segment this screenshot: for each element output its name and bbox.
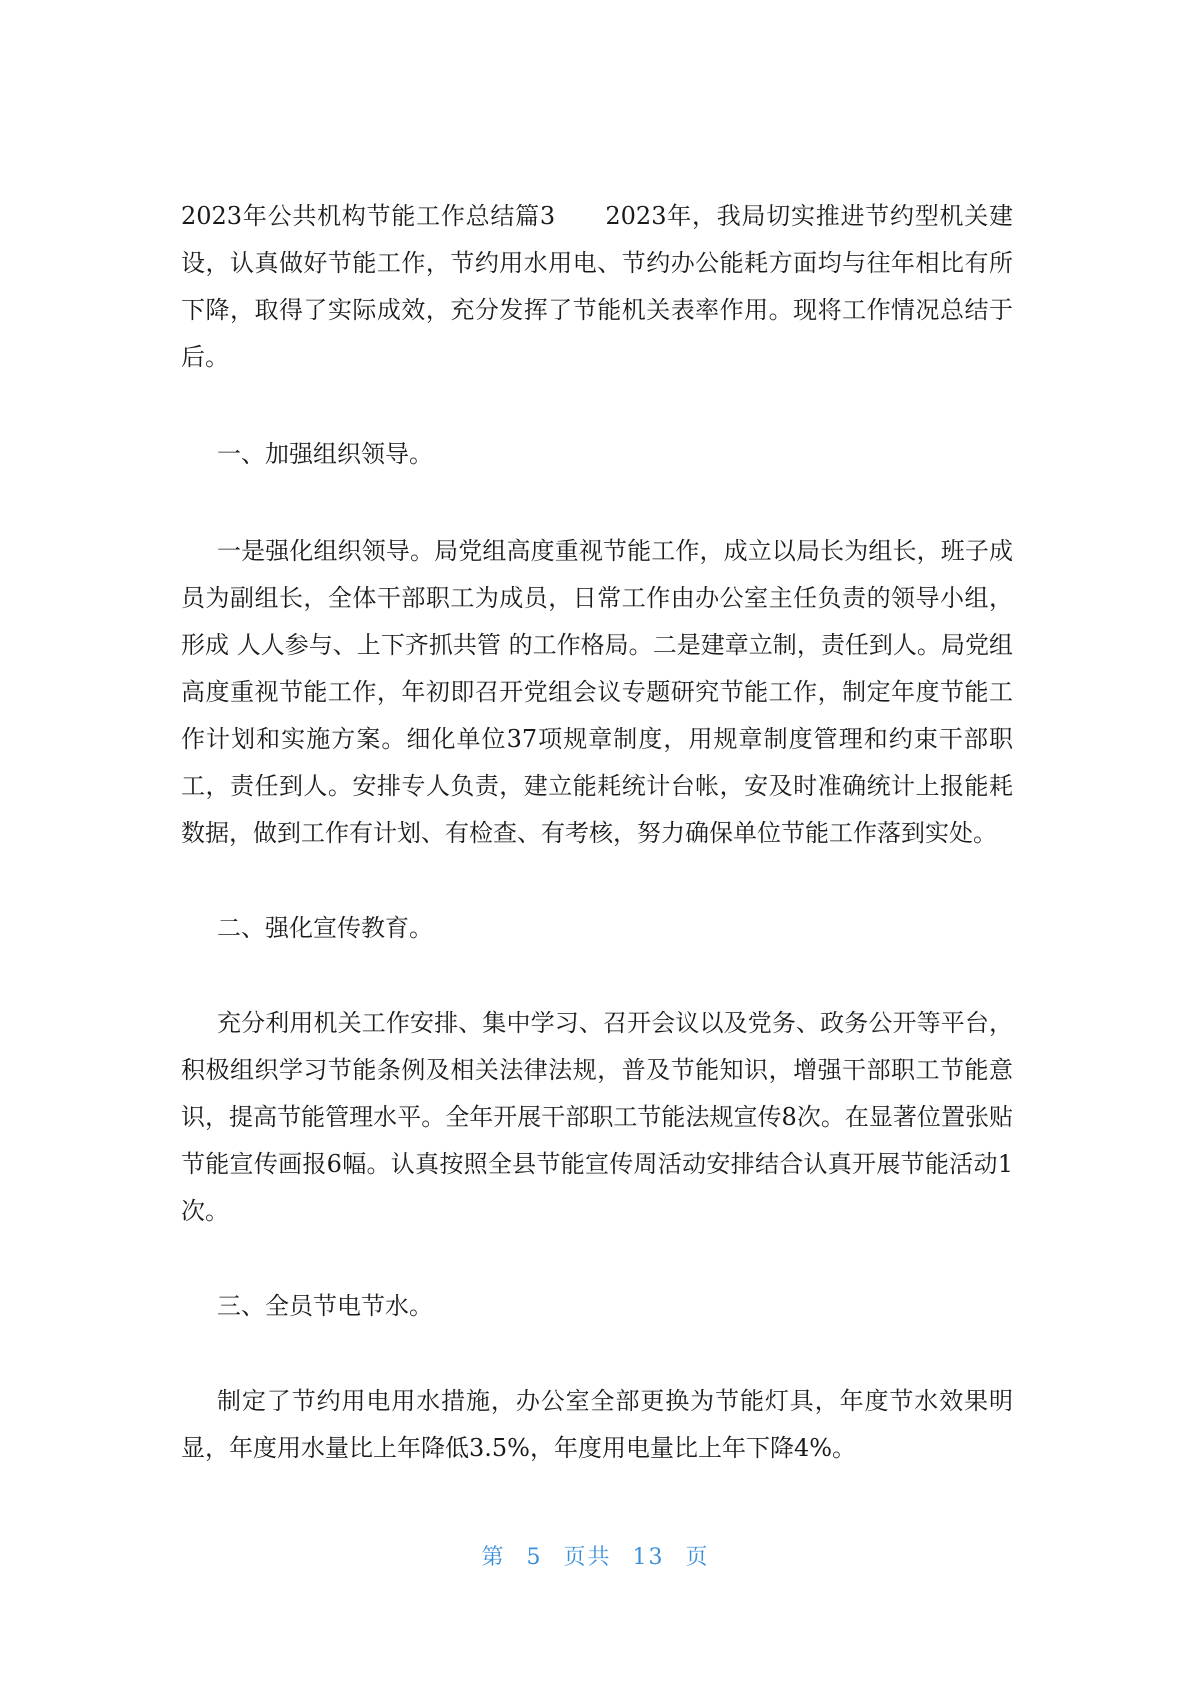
page-number-footer: [0, 1540, 1191, 1571]
footer-prefix: 第: [481, 1545, 506, 1570]
spacer: [181, 478, 1013, 528]
spacer: [181, 952, 1013, 1000]
footer-middle: 页共: [563, 1545, 612, 1570]
spacer: [181, 857, 1013, 905]
section-body-1: 一是强化组织领导。局党组高度重视节能工作，成立以局长为组长，班子成员为副组长，全体干部职工为成员，日常工作由办公室主任负责的领导小组，形成 人人参与、上下齐抓共管 的工作格局。二是建章立制，责任到人。局党组高度重视节能工作，年初即召开党组会议专题研究节能工作，制定年度节能工作计划和实施方案。细化单位37项规章制度，用规章制度管理和约束干部职工，责任到人。安排专人负责，建立能耗统计台帐，安及时准确统计上报能耗数据，做到工作有计划、有检查、有考核，努力确保单位节能工作落到实处。: [181, 537, 1013, 847]
section-heading-2: 二、强化宣传教育。: [217, 914, 433, 942]
section-body-3: 制定了节约用电用水措施，办公室全部更换为节能灯具，年度节水效果明显，年度用水量比上年降低3.5%，年度用电量比上年下降4%。: [181, 1387, 1013, 1462]
footer-suffix: 页: [685, 1545, 710, 1570]
section-body-2: 充分利用机关工作安排、集中学习、召开会议以及党务、政务公开等平台，积极组织学习节能条例及相关法律法规，普及节能知识，增强干部职工节能意识，提高节能管理水平。全年开展干部职工节能法规宣传8次。在显著位置张贴节能宣传画报6幅。认真按照全县节能宣传周活动安排结合认真开展节能活动1次。: [181, 1009, 1013, 1225]
total-page-number: 13: [632, 1545, 665, 1570]
spacer: [181, 1235, 1013, 1283]
current-page-number: 5: [526, 1545, 543, 1570]
section-heading-1: 一、加强组织领导。: [217, 440, 433, 468]
spacer: [181, 1330, 1013, 1378]
document-body: [181, 193, 1013, 1472]
intro-paragraph: 2023年公共机构节能工作总结篇3 2023年，我局切实推进节约型机关建设，认真做好节能工作，节约用水用电、节约办公能耗方面均与往年相比有所下降，取得了实际成效，充分发挥了节能机关表率作用。现将工作情况总结于后。: [181, 202, 1013, 371]
spacer: [181, 381, 1013, 431]
section-heading-3: 三、全员节电节水。: [217, 1292, 433, 1320]
